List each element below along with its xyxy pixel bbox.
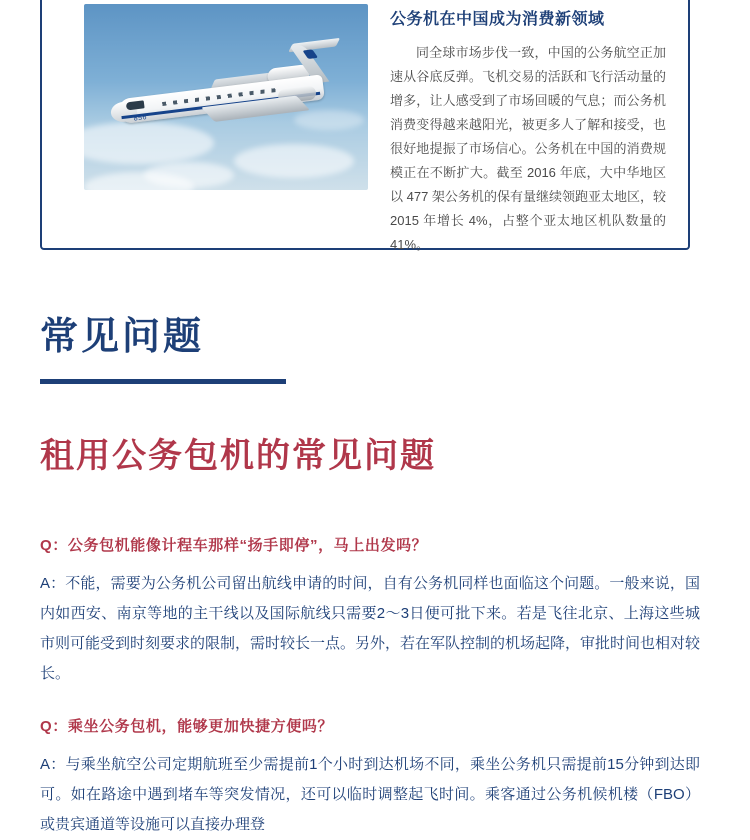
faq-item bbox=[40, 715, 700, 840]
news-text-block bbox=[390, 4, 666, 252]
faq-answer: A：不能，需要为公务机公司留出航线申请的时间，自有公务机同样也面临这个问题。一般来说，国内如西安、南京等地的主干线以及国际航线只需要2～3日便可批下来。若是飞往北京、上海这些城市则可能受到时刻要求的限制，需时较长一点。另外，若在军队控制的机场起降，审批时间也相对较长。 bbox=[40, 575, 701, 682]
faq-subheading: 租用公务包机的常见问题 bbox=[40, 437, 436, 475]
faq-question: Q：公务包机能像计程车那样“扬手即停”，马上出发吗？ bbox=[40, 537, 428, 554]
news-body: 同全球市场步伐一致，中国的公务航空正加速从谷底反弹。飞机交易的活跃和飞行活动量的增多，让人感受到了市场回暖的气息；而公务机消费变得越来越阳光，被更多人了解和接受，也很好地提振了市场信心。公务机在中国的消费规模正在不断扩大。截至 2016 年底，大中华地区以 477 架公务机的保有量继续领跑亚太地区，较 2015 年增长 4%，占整个亚太地区机队数量的 41%。 bbox=[390, 45, 666, 252]
faq-answer: A：与乘坐航空公司定期航班至少需提前1个小时到达机场不同，乘坐公务机只需提前15分钟到达即可。如在路途中遇到堵车等突发情况，还可以临时调整起飞时间。乘客通过公务机候机楼（FBO）或贵宾通道等设施可以直接办理登 bbox=[40, 756, 700, 833]
business-jet-photo bbox=[84, 4, 368, 190]
faq-question: Q：乘坐公务包机，能够更加快捷方便吗？ bbox=[40, 718, 334, 735]
news-card bbox=[40, 0, 690, 250]
faq-heading: 常见问题 bbox=[40, 316, 205, 358]
faq-heading-rule bbox=[40, 379, 286, 384]
news-title: 公务机在中国成为消费新领域 bbox=[390, 11, 605, 28]
news-card-content bbox=[84, 4, 666, 252]
airplane-tail-number: 856 bbox=[133, 114, 148, 123]
airplane-illustration bbox=[106, 42, 350, 154]
faq-item bbox=[40, 534, 700, 689]
cloud-icon bbox=[234, 144, 354, 178]
